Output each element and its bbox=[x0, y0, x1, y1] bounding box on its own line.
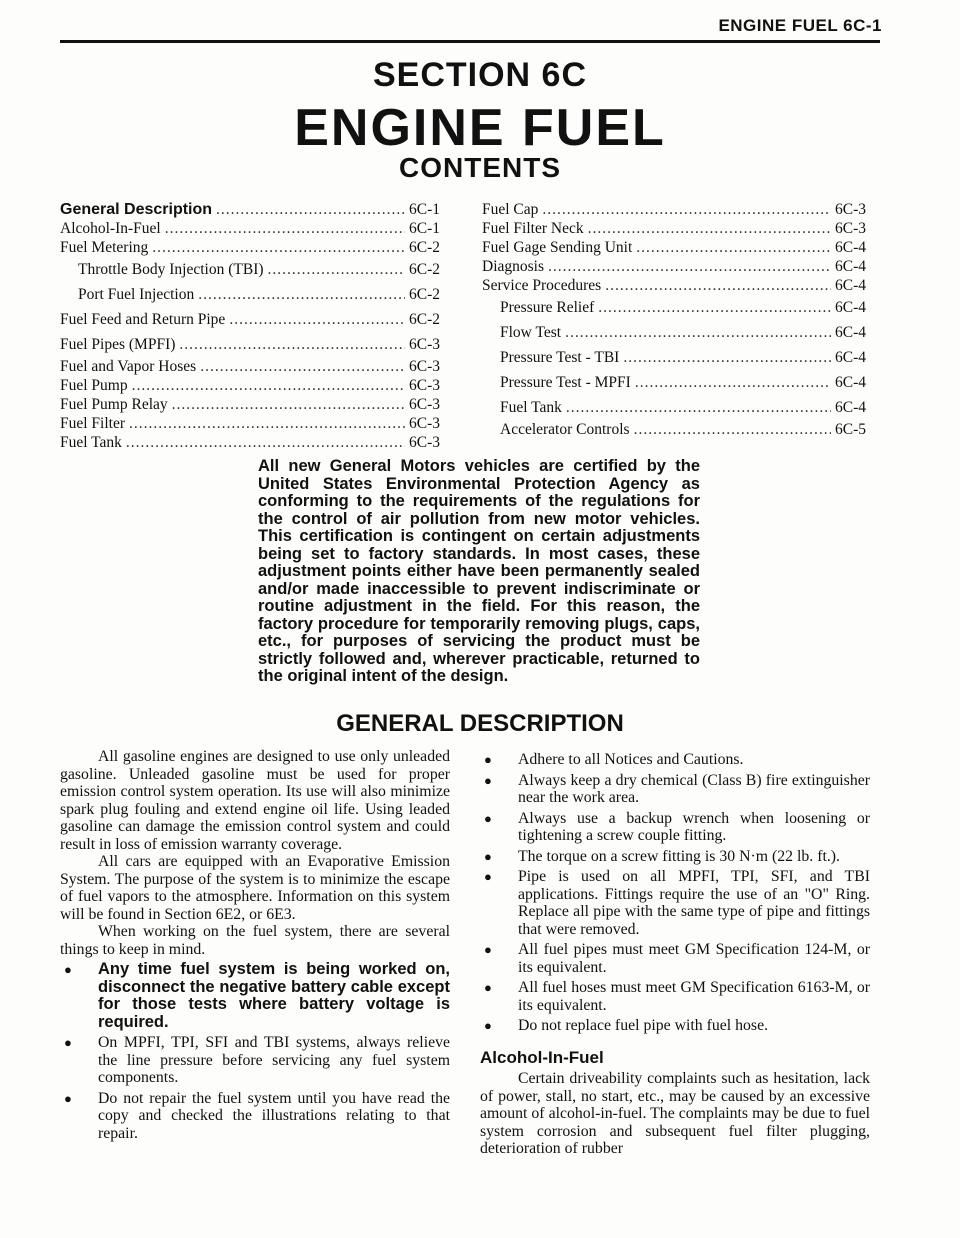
toc-leader-dots bbox=[268, 257, 405, 282]
bullet-item bbox=[480, 979, 870, 1014]
bullet-text: All fuel pipes must meet GM Specification 124-M, or its equivalent. bbox=[518, 941, 870, 976]
main-title: ENGINE FUEL bbox=[294, 99, 666, 157]
toc-entry-label: Flow Test bbox=[500, 324, 562, 341]
toc-entry bbox=[60, 395, 440, 414]
toc-entry bbox=[60, 219, 440, 238]
toc-entry bbox=[482, 395, 866, 420]
toc-entry-page: 6C-2 bbox=[409, 261, 440, 278]
toc-entry-page: 6C-4 bbox=[835, 277, 866, 294]
bullet-item bbox=[480, 772, 870, 807]
bullet-item bbox=[60, 1034, 450, 1087]
bullet-icon: ● bbox=[484, 752, 492, 767]
toc-leader-dots bbox=[152, 238, 405, 257]
toc-entry-page: 6C-4 bbox=[835, 239, 866, 256]
contents-title: CONTENTS bbox=[399, 152, 561, 183]
toc-entry bbox=[60, 357, 440, 376]
bullet-item bbox=[480, 1017, 870, 1035]
general-description-heading: GENERAL DESCRIPTION bbox=[336, 710, 624, 737]
toc-entry-page: 6C-4 bbox=[835, 324, 866, 341]
bullet-icon: ● bbox=[484, 869, 492, 884]
left-text-column bbox=[60, 748, 450, 1142]
paragraph: All gasoline engines are designed to use only unleaded gasoline. Unleaded gasoline must be used for proper emission control system operation. Its use will also minimize spark plug fouling and extend engine oil life. Using leaded gasoline can damage the emission control system and could result in loss of emission warranty coverage. bbox=[60, 748, 450, 853]
toc-entry bbox=[60, 200, 440, 219]
toc-entry-page: 6C-5 bbox=[835, 421, 866, 438]
toc-entry-page: 6C-4 bbox=[835, 258, 866, 275]
bullet-icon: ● bbox=[484, 980, 492, 995]
toc-entry-page: 6C-3 bbox=[409, 415, 440, 432]
toc-entry-page: 6C-3 bbox=[409, 358, 440, 375]
toc-entry bbox=[482, 295, 866, 320]
toc-leader-dots bbox=[566, 395, 831, 420]
toc-entry bbox=[482, 320, 866, 345]
toc-entry-label: Fuel Gage Sending Unit bbox=[482, 239, 633, 256]
toc-entry bbox=[482, 200, 866, 219]
bullet-icon: ● bbox=[64, 1090, 72, 1106]
toc-entry-page: 6C-2 bbox=[409, 286, 440, 303]
toc-entry-label: Fuel and Vapor Hoses bbox=[60, 358, 197, 375]
bullet-item bbox=[60, 961, 450, 1031]
section-title: SECTION 6C bbox=[372, 56, 588, 94]
toc-entry bbox=[482, 276, 866, 295]
bullet-item bbox=[480, 848, 870, 866]
toc-entry-page: 6C-3 bbox=[409, 377, 440, 394]
toc-entry-page: 6C-4 bbox=[835, 399, 866, 416]
toc-leader-dots bbox=[216, 200, 405, 219]
toc-entry bbox=[60, 238, 440, 257]
bullet-text: Always keep a dry chemical (Class B) fire extinguisher near the work area. bbox=[518, 771, 870, 806]
alcohol-in-fuel-heading: Alcohol-In-Fuel bbox=[480, 1047, 604, 1067]
toc-entry bbox=[60, 414, 440, 433]
toc-entry bbox=[482, 345, 866, 370]
toc-entry-label: Fuel Cap bbox=[482, 201, 539, 218]
bullet-icon: ● bbox=[484, 1018, 492, 1033]
toc-entry-label: Diagnosis bbox=[482, 258, 544, 275]
toc-entry-label: Fuel Filter Neck bbox=[482, 220, 584, 237]
bullet-item bbox=[480, 810, 870, 845]
toc-entry bbox=[482, 257, 866, 276]
toc-leader-dots bbox=[634, 420, 831, 439]
toc-leader-dots bbox=[598, 295, 831, 320]
toc-entry bbox=[482, 420, 866, 439]
toc-entry-page: 6C-3 bbox=[409, 336, 440, 353]
running-head: ENGINE FUEL 6C-1 bbox=[718, 16, 882, 35]
toc-entry bbox=[60, 257, 440, 282]
right-text-column bbox=[480, 748, 870, 1158]
toc-entry bbox=[60, 433, 440, 452]
toc-leader-dots bbox=[635, 370, 831, 395]
bullet-icon: ● bbox=[484, 848, 492, 864]
toc-entry-page: 6C-4 bbox=[835, 299, 866, 316]
bullet-icon: ● bbox=[64, 1035, 72, 1050]
toc-entry-page: 6C-2 bbox=[409, 311, 440, 328]
bullet-item bbox=[480, 751, 870, 769]
bullet-icon: ● bbox=[484, 772, 492, 788]
bullet-list-right bbox=[480, 751, 870, 1035]
toc-leader-dots bbox=[198, 282, 405, 307]
bullet-text: On MPFI, TPI, SFI and TBI systems, always relieve the line pressure before servicing any fuel system components. bbox=[98, 1034, 450, 1086]
toc-leader-dots bbox=[565, 320, 831, 345]
bullet-text: Do not repair the fuel system until you have read the copy and checked the illustrations relating to that repair. bbox=[98, 1089, 450, 1142]
toc-entry-label: Fuel Pipes (MPFI) bbox=[60, 336, 176, 353]
toc-leader-dots bbox=[165, 219, 405, 238]
toc-entry-page: 6C-4 bbox=[835, 374, 866, 391]
bullet-text: All fuel hoses must meet GM Specification 6163-M, or its equivalent. bbox=[518, 979, 870, 1014]
toc-entry-label: Fuel Pump Relay bbox=[60, 396, 168, 413]
toc-entry-label: Service Procedures bbox=[482, 277, 602, 294]
bullet-text: Any time fuel system is being worked on, disconnect the negative battery cable except for those tests where battery voltage is required. bbox=[98, 960, 450, 1031]
toc-entry bbox=[60, 307, 440, 332]
toc-entry-page: 6C-2 bbox=[409, 239, 440, 256]
bullet-item bbox=[60, 1090, 450, 1143]
paragraph: When working on the fuel system, there are several things to keep in mind. bbox=[60, 923, 450, 958]
toc-entry-page: 6C-4 bbox=[835, 349, 866, 366]
paragraph: Certain driveability complaints such as hesitation, lack of power, stall, no start, etc., may be caused by an excessive amount of alcohol-in-fuel. The complaints may be due to fuel system corrosion and subsequent fuel filter plugging, deterioration of rubber bbox=[480, 1070, 870, 1157]
bullet-text: The torque on a screw fitting is 30 N·m (22 lb. ft.). bbox=[518, 847, 841, 865]
toc-entry bbox=[60, 376, 440, 395]
certification-notice: All new General Motors vehicles are certified by the United States Environmental Protection Agency as conforming to the requirements of the regulations for the control of air pollution from new motor vehicles. This certification is contingent on certain adjustments being set to factory standards. In most cases, these adjustment points either have been permanently sealed and/or made inaccessible to prevent indiscriminate or routine adjustment in the field. For this reason, the factory procedure for temporarily removing plugs, caps, etc., for purposes of servicing the product must be strictly followed and, wherever practicable, returned to the original intent of the design. bbox=[258, 457, 700, 685]
toc-leader-dots bbox=[179, 332, 405, 357]
toc-leader-dots bbox=[129, 414, 405, 433]
toc-leader-dots bbox=[588, 219, 831, 238]
bullet-text: Always use a backup wrench when loosening or tightening a screw couple fitting. bbox=[518, 809, 870, 844]
paragraph: All cars are equipped with an Evaporative Emission System. The purpose of the system is to minimize the escape of fuel vapors to the atmosphere. Information on this system will be found in Section 6E2, or 6E3. bbox=[60, 853, 450, 923]
toc-entry-label: Fuel Pump bbox=[60, 377, 128, 394]
toc-entry-label: Fuel Filter bbox=[60, 415, 126, 432]
bullet-icon: ● bbox=[484, 942, 492, 957]
bullet-list-left bbox=[60, 961, 450, 1142]
toc-entry-label: Pressure Test - MPFI bbox=[500, 374, 631, 391]
toc-entry-label: Fuel Tank bbox=[60, 434, 122, 451]
toc-entry bbox=[60, 332, 440, 357]
toc-entry-page: 6C-1 bbox=[409, 201, 440, 218]
toc-leader-dots bbox=[548, 257, 831, 276]
toc-entry-page: 6C-3 bbox=[409, 396, 440, 413]
toc-entry-page: 6C-1 bbox=[409, 220, 440, 237]
toc-entry-page: 6C-3 bbox=[835, 201, 866, 218]
toc-entry-label: Fuel Tank bbox=[500, 399, 562, 416]
toc-leader-dots bbox=[132, 376, 405, 395]
toc-leader-dots bbox=[623, 345, 831, 370]
toc-leader-dots bbox=[126, 433, 405, 452]
toc-entry bbox=[482, 370, 866, 395]
toc-entry-label: Port Fuel Injection bbox=[78, 286, 195, 303]
toc-entry-page: 6C-3 bbox=[835, 220, 866, 237]
toc-entry-label: Pressure Test - TBI bbox=[500, 349, 620, 366]
toc-left-column bbox=[60, 200, 440, 452]
bullet-item bbox=[480, 941, 870, 976]
toc-entry-label: Throttle Body Injection (TBI) bbox=[78, 261, 264, 278]
toc-entry-label: General Description bbox=[60, 201, 213, 218]
toc-leader-dots bbox=[542, 200, 831, 219]
top-rule bbox=[60, 40, 880, 43]
toc-leader-dots bbox=[200, 357, 405, 376]
toc-leader-dots bbox=[605, 276, 831, 295]
toc-right-column bbox=[482, 200, 866, 439]
toc-entry-label: Fuel Feed and Return Pipe bbox=[60, 311, 226, 328]
toc-entry bbox=[482, 238, 866, 257]
bullet-text: Do not replace fuel pipe with fuel hose. bbox=[518, 1017, 769, 1034]
toc-entry-page: 6C-3 bbox=[409, 434, 440, 451]
toc-leader-dots bbox=[172, 395, 405, 414]
bullet-icon: ● bbox=[484, 810, 492, 826]
toc-entry-label: Pressure Relief bbox=[500, 299, 595, 316]
toc-entry-label: Accelerator Controls bbox=[500, 421, 630, 438]
toc-entry-label: Alcohol-In-Fuel bbox=[60, 220, 161, 237]
bullet-icon: ● bbox=[64, 962, 72, 977]
bullet-text: Adhere to all Notices and Cautions. bbox=[518, 751, 744, 768]
toc-leader-dots bbox=[229, 307, 405, 332]
toc-entry bbox=[482, 219, 866, 238]
toc-entry-label: Fuel Metering bbox=[60, 239, 149, 256]
toc-entry bbox=[60, 282, 440, 307]
bullet-item bbox=[480, 868, 870, 938]
bullet-text: Pipe is used on all MPFI, TPI, SFI, and TBI applications. Fittings require the use of an "O" Ring. Replace all pipe with the same type of pipe and fittings that were removed. bbox=[518, 868, 870, 938]
toc-leader-dots bbox=[636, 238, 831, 257]
